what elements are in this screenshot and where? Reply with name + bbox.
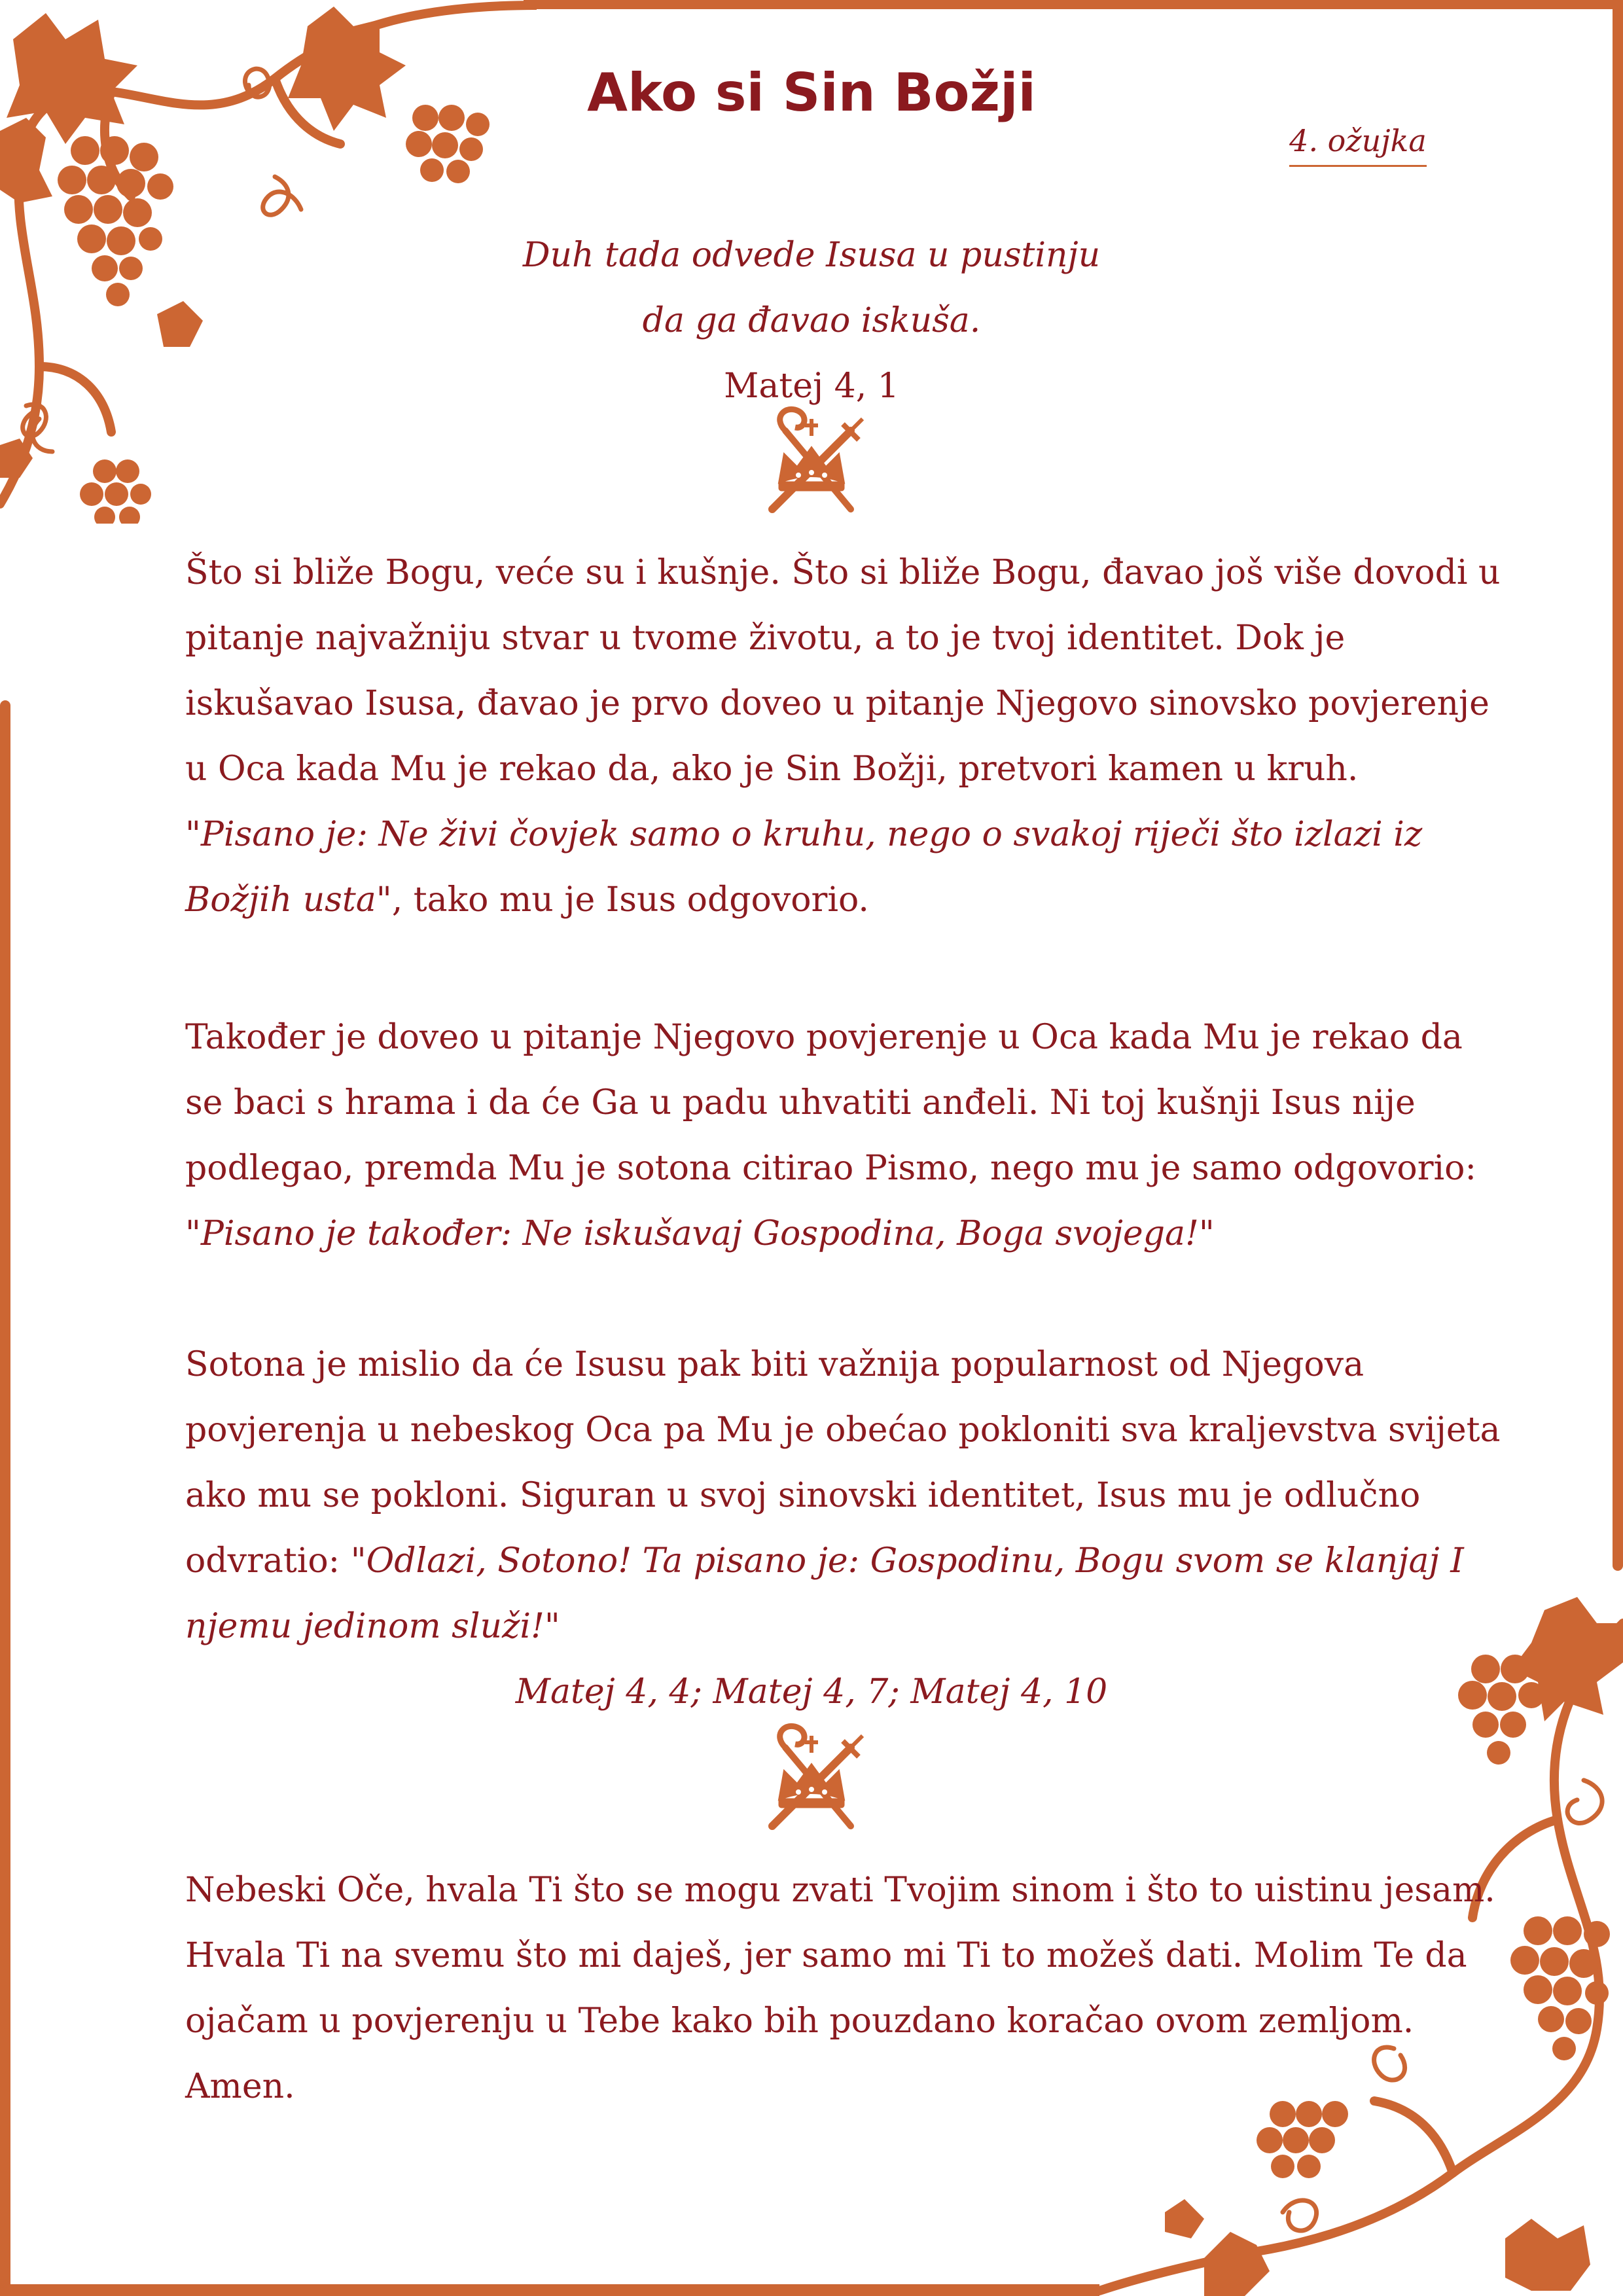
verse-line: da ga đavao iskuša. bbox=[642, 301, 981, 340]
text-line: Sotona je mislio da će Isusu pak biti važnija popularnost od Njegova bbox=[185, 1345, 1364, 1384]
crown-sword-staff-emblem-icon bbox=[753, 1721, 870, 1839]
frame-top-line bbox=[524, 0, 1623, 9]
paragraph-1 bbox=[185, 540, 1501, 933]
text-line: Hvala Ti na svemu što mi daješ, jer samo mi Ti to možeš dati. Molim Te da bbox=[185, 1936, 1467, 1975]
text-line: se baci s hrama i da će Ga u padu uhvatiti anđeli. Ni toj kušnji Isus nije bbox=[185, 1083, 1416, 1122]
date-label: 4. ožujka bbox=[1289, 123, 1427, 167]
text-line: ojačam u povjerenju u Tebe kako bih pouzdano koračao ovom zemljom. bbox=[185, 2001, 1414, 2041]
text-segment: , tako mu je Isus odgovorio. bbox=[391, 880, 869, 920]
text-line: pitanje najvažniju stvar u tvome životu, a to je tvoj identitet. Dok je bbox=[185, 619, 1346, 658]
frame-bottom-line bbox=[0, 2284, 1099, 2296]
scripture-references: Matej 4, 4; Matej 4, 7; Matej 4, 10 bbox=[515, 1672, 1108, 1712]
verse-reference: Matej 4, 1 bbox=[724, 367, 899, 406]
text-line: povjerenja u nebeskog Oca pa Mu je obećao pokloniti sva kraljevstva svijeta bbox=[185, 1410, 1501, 1450]
text-line: Nebeski Oče, hvala Ti što se mogu zvati Tvojim sinom i što to uistinu jesam. bbox=[185, 1871, 1495, 1910]
text-line: podlegao, premda Mu je sotona citirao Pismo, nego mu je samo odgovorio: bbox=[185, 1149, 1477, 1188]
crown-sword-staff-emblem-icon bbox=[753, 404, 870, 522]
text-line bbox=[185, 1528, 1464, 1594]
scripture-quote: "Pisano je: Ne živi čovjek samo o kruhu, nego o svakoj riječi što izlazi iz bbox=[185, 815, 1423, 854]
text-line: iskušavao Isusa, đavao je prvo doveo u pitanje Njegovo sinovsko povjerenje bbox=[185, 684, 1489, 723]
opening-verse bbox=[0, 223, 1623, 419]
prayer-paragraph bbox=[185, 1857, 1495, 2119]
text-line: Također je doveo u pitanje Njegovo povjerenje u Oca kada Mu je rekao da bbox=[185, 1018, 1463, 1057]
scripture-quote: "Pisano je također: Ne iskušavaj Gospodina, Boga svojega!" bbox=[185, 1214, 1215, 1253]
text-line: Amen. bbox=[185, 2067, 295, 2106]
paragraph-3 bbox=[185, 1332, 1501, 1659]
text-line: ako mu se pokloni. Siguran u svoj sinovski identitet, Isus mu je odlučno bbox=[185, 1476, 1421, 1515]
paragraph-2 bbox=[185, 1005, 1477, 1266]
frame-left-line bbox=[0, 700, 10, 2296]
text-line: Što si bliže Bogu, veće su i kušnje. Što si bliže Bogu, đavao još više dovodi u bbox=[185, 553, 1501, 592]
scripture-quote: njemu jedinom služi!" bbox=[185, 1607, 560, 1646]
scripture-quote: Božjih usta" bbox=[185, 880, 392, 920]
text-segment: odvratio: bbox=[185, 1541, 351, 1581]
verse-line: Duh tada odvede Isusa u pustinju bbox=[522, 236, 1101, 275]
text-line: u Oca kada Mu je rekao da, ako je Sin Božji, pretvori kamen u kruh. bbox=[185, 749, 1359, 789]
scripture-quote: "Odlazi, Sotono! Ta pisano je: Gospodinu, Bogu svom se klanjaj I bbox=[350, 1541, 1464, 1581]
text-line bbox=[185, 867, 1448, 933]
page-title: Ako si Sin Božji bbox=[587, 62, 1036, 123]
